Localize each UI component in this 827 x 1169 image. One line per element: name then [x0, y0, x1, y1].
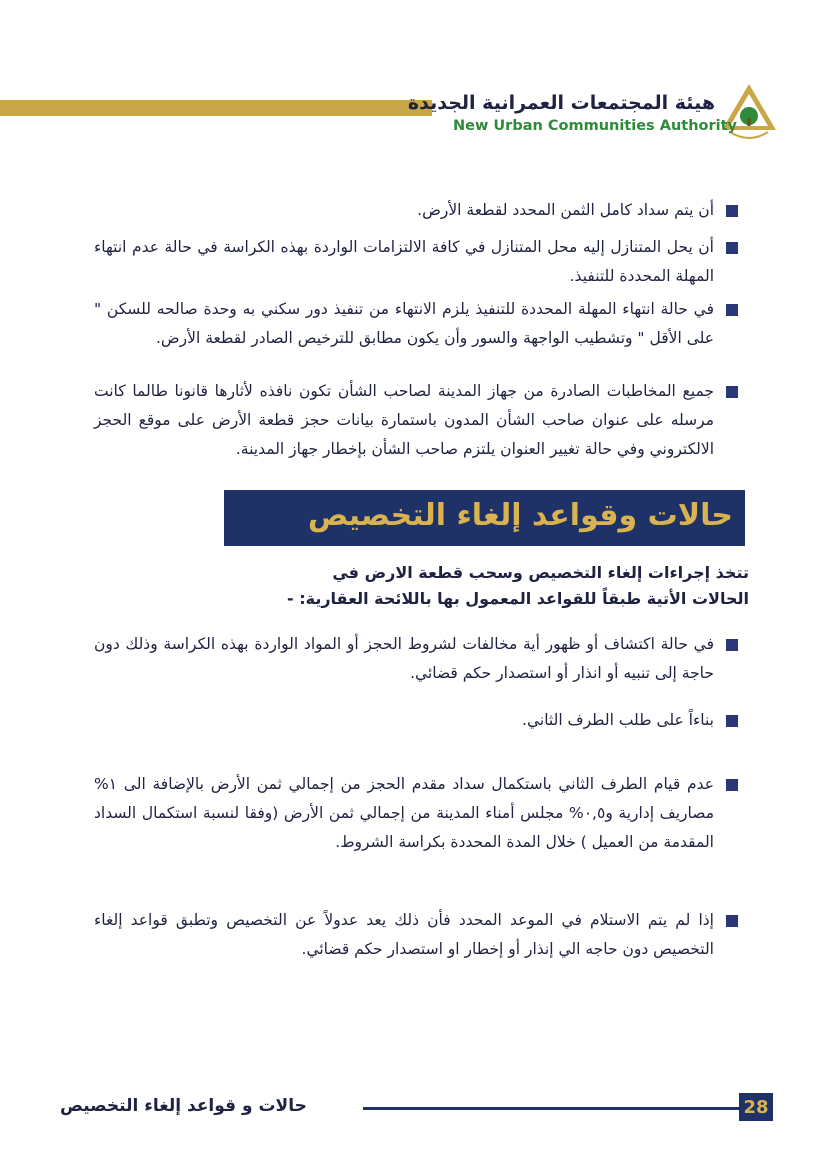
square-bullet-icon: [726, 386, 738, 398]
header-accent-bar: [0, 100, 432, 116]
page-number: 28: [739, 1093, 773, 1121]
org-name-english: New Urban Communities Authority: [453, 118, 737, 134]
list-item: جميع المخاطبات الصادرة من جهاز المدينة لصاحب الشأن تكون نافذه لأثارها قانونا طالما كانت مرسله على عنوان صاحب الشأن المدون باستمارة بيانات حجز قطعة الأرض على موقع الحجز الالكتروني وفي حالة تغيير العنوان يلتزم صاحب الشأن بإخطار جهاز المدينة.: [94, 377, 738, 464]
square-bullet-icon: [726, 242, 738, 254]
section-lead-line-2: الحالات الأتية طبقاً للقواعد المعمول بها باللائحة العقارية: -: [287, 589, 749, 608]
section-title: حالات وقواعد إلغاء التخصيص: [307, 498, 733, 533]
square-bullet-icon: [726, 715, 738, 727]
nuca-logo-icon: [720, 82, 778, 144]
section-lead-line-1: تتخذ إجراءات إلغاء التخصيص وسحب قطعة الارض في: [332, 563, 749, 582]
square-bullet-icon: [726, 639, 738, 651]
list-item: أن يتم سداد كامل الثمن المحدد لقطعة الأرض.: [94, 196, 738, 225]
list-item: بناءاً على طلب الطرف الثاني.: [94, 706, 738, 735]
footer-section-title: حالات و قواعد إلغاء التخصيص: [60, 1096, 307, 1116]
square-bullet-icon: [726, 304, 738, 316]
square-bullet-icon: [726, 915, 738, 927]
square-bullet-icon: [726, 779, 738, 791]
org-name-arabic: هيئة المجتمعات العمرانية الجديدة: [407, 92, 715, 114]
list-item: إذا لم يتم الاستلام في الموعد المحدد فأن ذلك يعد عدولاً عن التخصيص وتطبق قواعد إلغاء التخصيص دون حاجه الي إنذار أو إخطار او استصدار حكم قضائي.: [94, 906, 738, 964]
list-item: عدم قيام الطرف الثاني باستكمال سداد مقدم الحجز من إجمالي ثمن الأرض بالإضافة الى ١% مصاريف إدارية و٠,٥% مجلس أمناء المدينة من إجمالي ثمن الأرض (وفقا لنسبة استكمال السداد المقدمة من العميل ) خلال المدة المحددة بكراسة الشروط.: [94, 770, 738, 857]
list-item: في حالة اكتشاف أو ظهور أية مخالفات لشروط الحجز أو المواد الواردة بهذه الكراسة وذلك دون حاجة إلى تنبيه أو انذار أو استصدار حكم قضائي.: [94, 630, 738, 688]
square-bullet-icon: [726, 205, 738, 217]
section-title-box: [224, 490, 745, 546]
list-item: أن يحل المتنازل إليه محل المتنازل في كافة الالتزامات الواردة بهذه الكراسة في حالة عدم انتهاء المهلة المحددة للتنفيذ.: [94, 233, 738, 291]
list-item: في حالة انتهاء المهلة المحددة للتنفيذ يلزم الانتهاء من تنفيذ دور سكني به وحدة صالحه للسكن " على الأقل " وتشطيب الواجهة والسور وأن يكون مطابق للترخيص الصادر لقطعة الأرض.: [94, 295, 738, 353]
footer-divider: [363, 1107, 739, 1110]
